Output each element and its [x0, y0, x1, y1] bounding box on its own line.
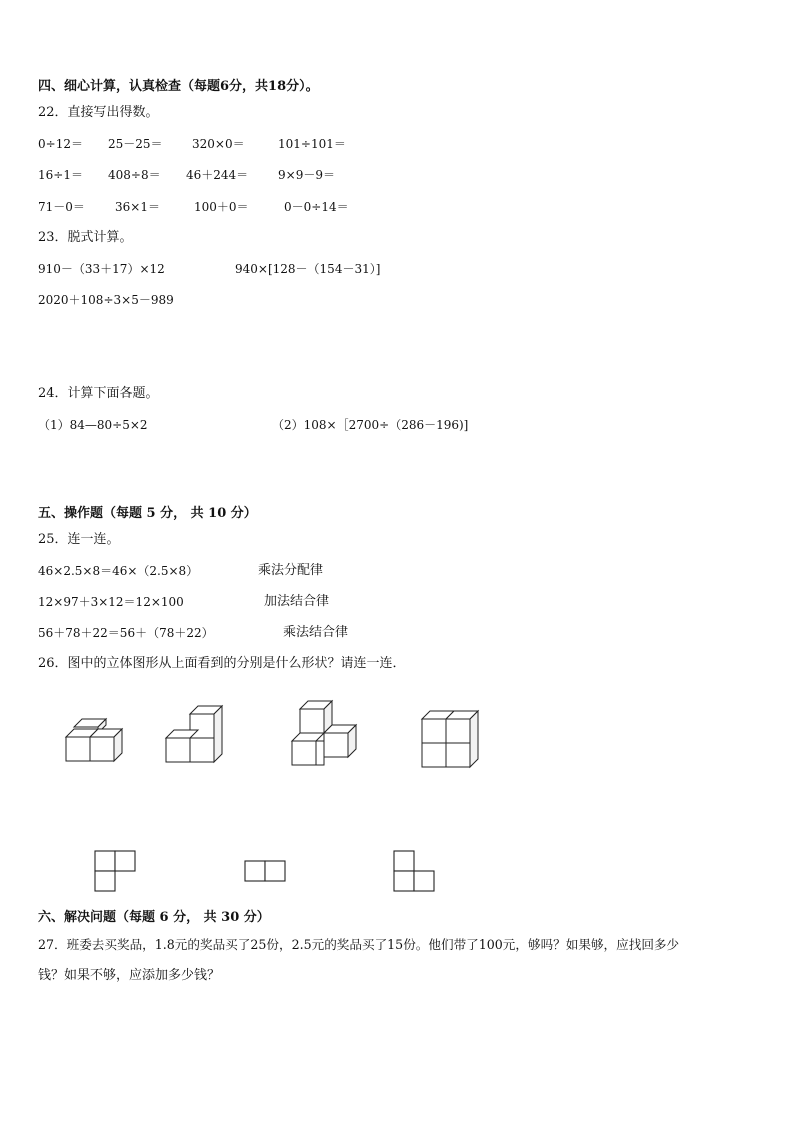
q22-item: 320×0＝ — [192, 137, 245, 151]
question-26-label: 26．图中的立体图形从上面看到的分别是什么形状？请连一连． — [38, 656, 406, 671]
q24-expression: （2）108×［2700÷（286－196)] — [272, 418, 469, 432]
question-25-label: 25．连一连。 — [38, 532, 120, 547]
section-4-title: 四、细心计算，认真检查（每题6分，共18分）。 — [38, 79, 319, 94]
q25-left-item: 12×97＋3×12＝12×100 — [38, 595, 184, 609]
q23-expression: 940×[128－（154－31）] — [235, 262, 381, 276]
question-22-label: 22．直接写出得数。 — [38, 105, 159, 120]
q22-item: 0－0÷14＝ — [284, 200, 349, 214]
q22-item: 0÷12＝ — [38, 137, 83, 151]
q22-item: 101÷101＝ — [278, 137, 346, 151]
question-27-line-1: 27．班委去买奖品，1.8元的奖品买了25份，2.5元的奖品买了15份。他们带了100元，够吗？如果够，应找回多少 — [38, 937, 680, 952]
q25-left-item: 46×2.5×8＝46×（2.5×8） — [38, 564, 199, 578]
question-23-label: 23．脱式计算。 — [38, 230, 133, 245]
section-5-title: 五、操作题（每题 5 分， 共 10 分） — [38, 506, 257, 521]
q25-left-item: 56＋78＋22＝56＋（78＋22） — [38, 626, 214, 640]
q22-item: 46＋244＝ — [186, 168, 249, 182]
q22-item: 36×1＝ — [115, 200, 160, 214]
question-27-line-2: 钱？如果不够，应添加多少钱？ — [38, 968, 221, 983]
q24-expression: （1）84—80÷5×2 — [38, 418, 148, 432]
q23-expression: 910－（33＋17）×12 — [38, 262, 165, 276]
q22-item: 9×9－9＝ — [278, 168, 335, 182]
top-view-shape-3 — [393, 850, 435, 892]
q22-item: 408÷8＝ — [108, 168, 161, 182]
q25-right-item: 乘法结合律 — [283, 625, 349, 640]
q23-expression: 2020＋108÷3×5－989 — [38, 293, 174, 307]
q22-item: 100＋0＝ — [194, 200, 249, 214]
top-view-shape-1 — [94, 850, 136, 892]
solid-figure-1 — [60, 715, 130, 765]
q22-item: 25－25＝ — [108, 137, 163, 151]
question-24-label: 24．计算下面各题。 — [38, 386, 159, 401]
q25-right-item: 加法结合律 — [264, 594, 330, 609]
q25-right-item: 乘法分配律 — [258, 563, 324, 578]
section-6-title: 六、解决问题（每题 6 分， 共 30 分） — [38, 910, 270, 925]
solid-figure-3 — [288, 695, 368, 775]
q22-item: 16÷1＝ — [38, 168, 83, 182]
solid-figure-2 — [160, 700, 230, 770]
top-view-shape-2 — [244, 860, 286, 882]
q22-item: 71－0＝ — [38, 200, 85, 214]
solid-figure-4 — [416, 705, 491, 775]
